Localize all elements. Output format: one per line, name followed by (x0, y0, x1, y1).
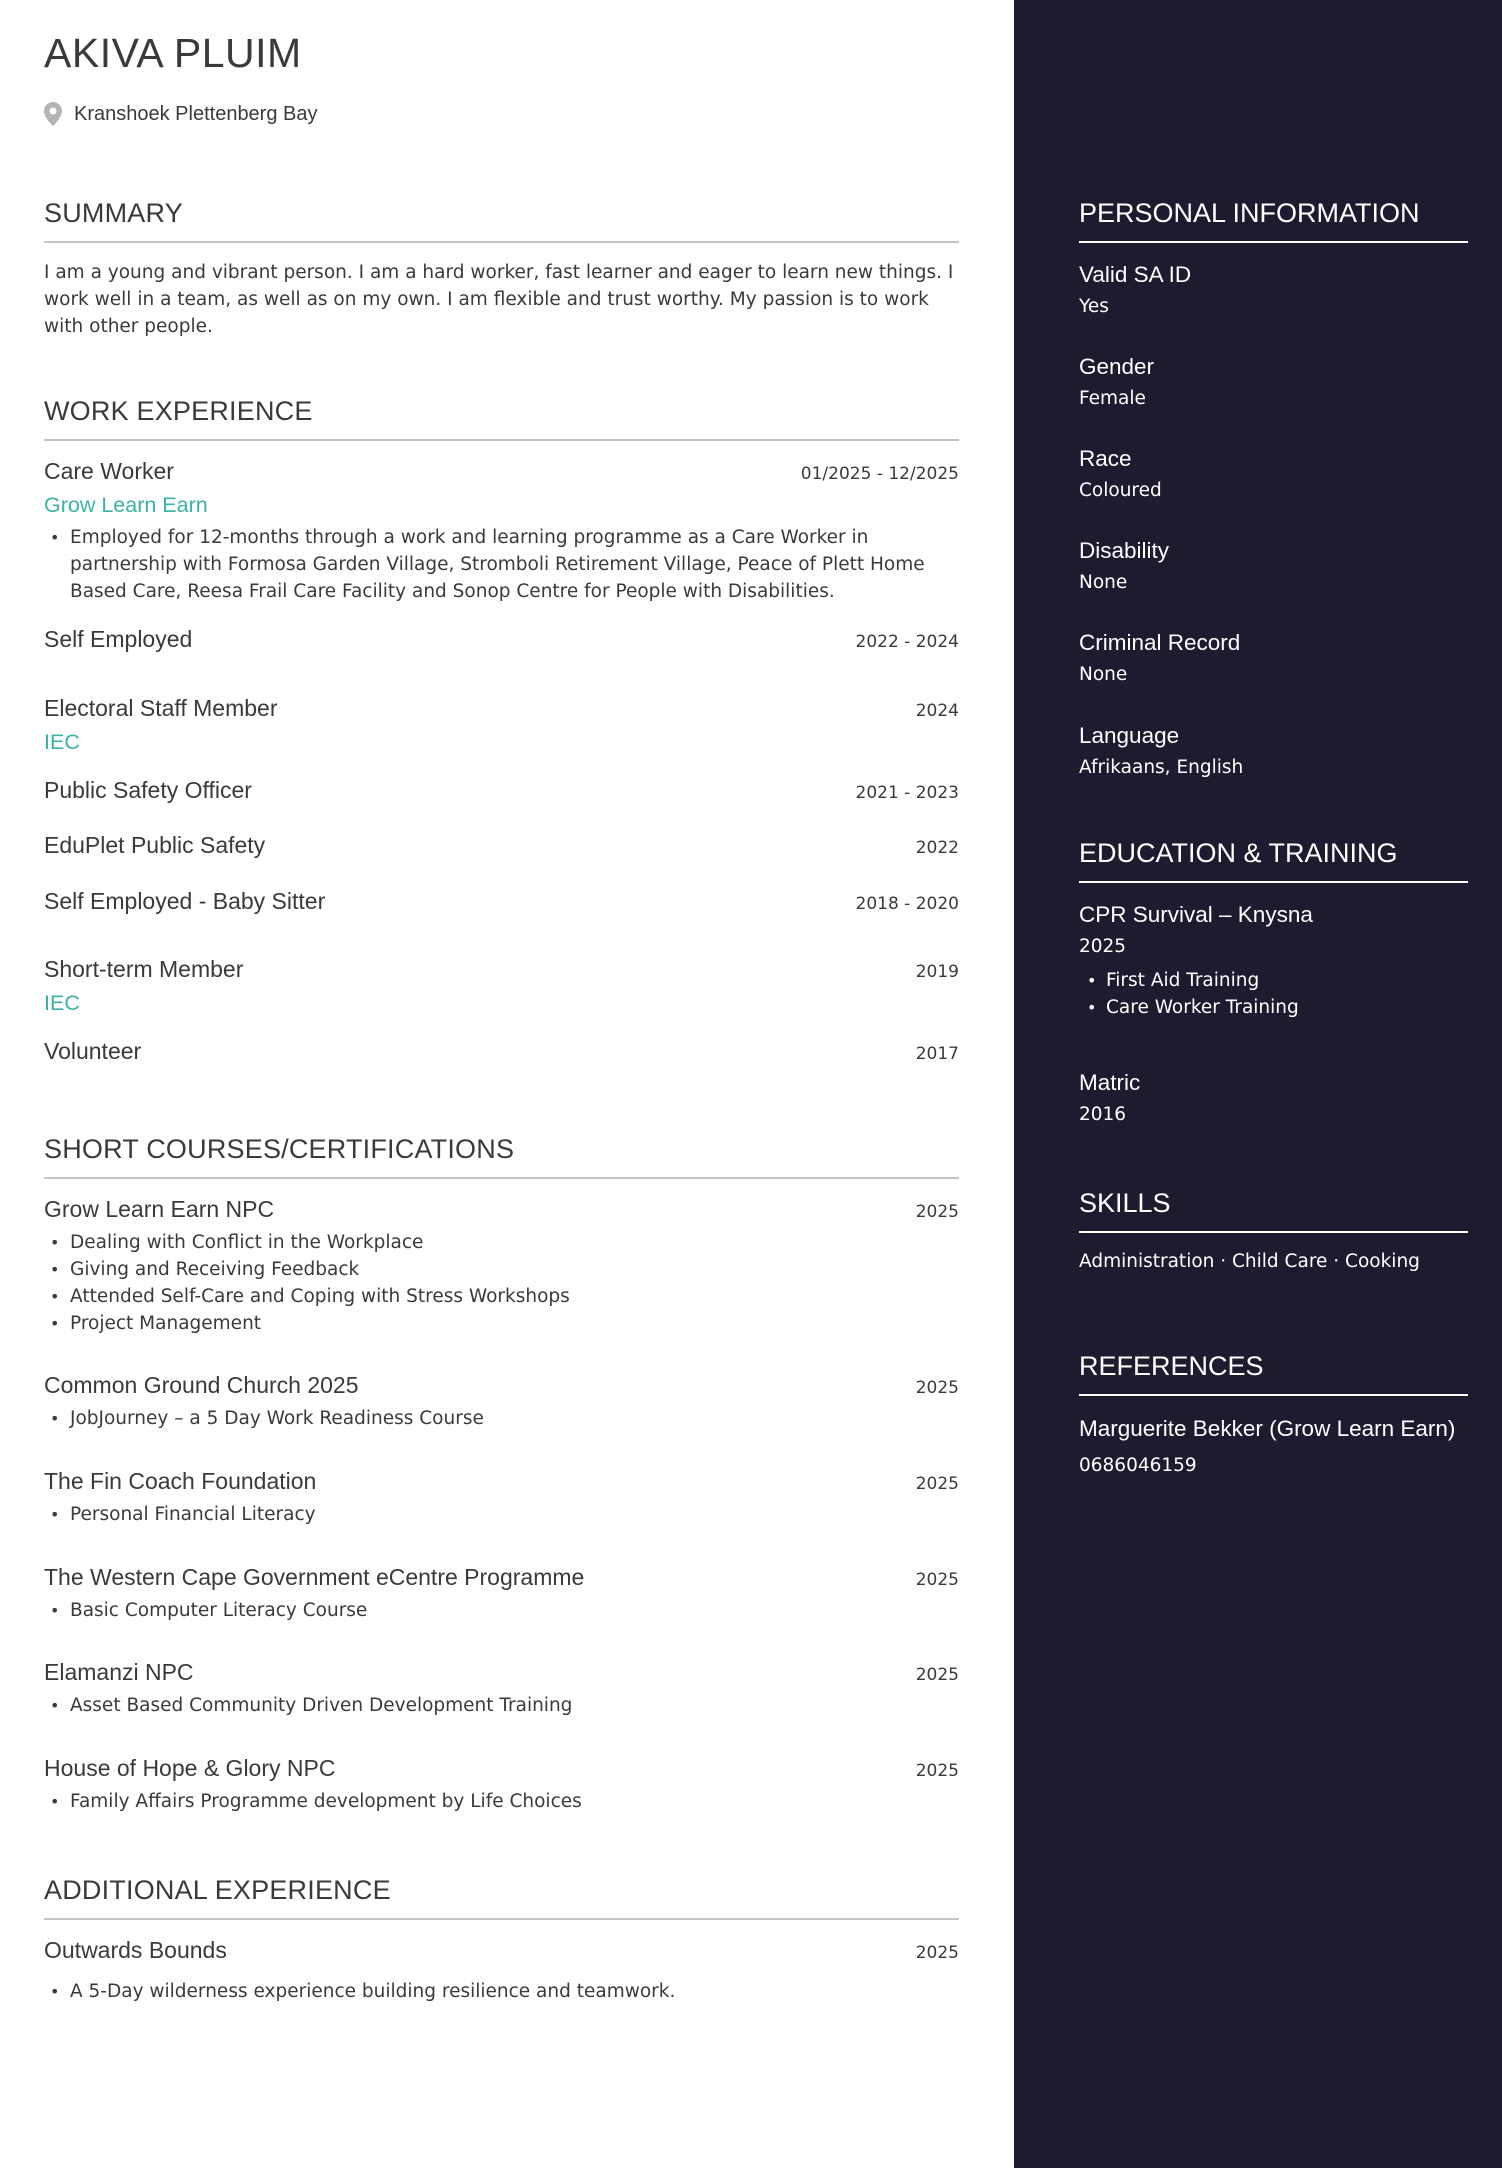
education-title: EDUCATION & TRAINING (1079, 838, 1468, 883)
personal-item (1079, 262, 1468, 317)
work-org: Grow Learn Earn (44, 493, 208, 517)
work-title: WORK EXPERIENCE (44, 396, 959, 441)
education-bullet: • First Aid Training (1079, 967, 1468, 994)
personal-value: Yes (1079, 296, 1109, 317)
personal-item (1079, 723, 1468, 778)
course-date: 2025 (915, 1202, 959, 1222)
work-date: 2019 (915, 962, 959, 982)
course-bullet: • Asset Based Community Driven Development Training (44, 1692, 959, 1719)
additional-title: ADDITIONAL EXPERIENCE (44, 1875, 959, 1920)
work-entry (44, 695, 959, 755)
course-name: Grow Learn Earn NPC (44, 1196, 275, 1222)
work-role: Short-term Member (44, 956, 244, 982)
education-item (1079, 902, 1468, 1021)
course-entry (44, 1564, 959, 1624)
work-entry (44, 832, 959, 859)
personal-label: Criminal Record (1079, 630, 1241, 655)
course-bullet: • Basic Computer Literacy Course (44, 1597, 959, 1624)
course-name: Elamanzi NPC (44, 1659, 194, 1685)
education-year: 2016 (1079, 1104, 1127, 1125)
work-role: EduPlet Public Safety (44, 832, 266, 858)
course-entry (44, 1468, 959, 1528)
references-title: REFERENCES (1079, 1351, 1468, 1396)
skills-text: Administration · Child Care · Cooking (1079, 1251, 1420, 1272)
course-bullet: • Dealing with Conflict in the Workplace (44, 1229, 959, 1256)
work-entry (44, 1038, 959, 1065)
summary-title: SUMMARY (44, 198, 959, 243)
work-date: 2018 - 2020 (855, 894, 959, 914)
course-date: 2025 (915, 1570, 959, 1590)
education-section (1079, 838, 1468, 883)
reference-item (1079, 1413, 1468, 1476)
summary-section (44, 198, 959, 340)
course-bullet: • Project Management (44, 1310, 959, 1337)
references-section (1079, 1351, 1468, 1396)
skills-list (1079, 1251, 1468, 1272)
work-date: 2022 - 2024 (855, 632, 959, 652)
course-entry (44, 1659, 959, 1719)
work-bullet: • Employed for 12-months through a work and learning programme as a Care Worker in partnership with Formosa Garden Village, Stromboli Retirement Village, Peace of Plett Home Based Care, Reesa Frail Care Facility and Sonop Centre for People with Disabilities. (44, 524, 959, 605)
location-text: Kranshoek Plettenberg Bay (74, 102, 318, 125)
work-date: 2022 (915, 838, 959, 858)
personal-label: Race (1079, 446, 1132, 471)
personal-item (1079, 630, 1468, 685)
personal-label: Disability (1079, 538, 1170, 563)
education-bullet: • Care Worker Training (1079, 994, 1468, 1021)
personal-item (1079, 354, 1468, 409)
personal-value: None (1079, 664, 1128, 685)
work-date: 2024 (915, 701, 959, 721)
course-date: 2025 (915, 1378, 959, 1398)
work-org: IEC (44, 730, 80, 754)
work-entry (44, 777, 959, 804)
course-bullet: • Family Affairs Programme development by Life Choices (44, 1788, 959, 1815)
personal-title: PERSONAL INFORMATION (1079, 198, 1468, 243)
work-date: 01/2025 - 12/2025 (800, 464, 959, 484)
course-name: The Western Cape Government eCentre Programme (44, 1564, 585, 1590)
personal-value: Female (1079, 388, 1146, 409)
work-entry (44, 956, 959, 1016)
personal-value: Coloured (1079, 480, 1162, 501)
location-pin-icon (44, 102, 62, 126)
courses-section (44, 1134, 959, 1179)
education-year: 2025 (1079, 936, 1127, 957)
course-entry (44, 1196, 959, 1337)
personal-label: Gender (1079, 354, 1155, 379)
course-name: House of Hope & Glory NPC (44, 1755, 336, 1781)
work-section (44, 396, 959, 441)
work-role: Self Employed (44, 626, 193, 652)
work-date: 2017 (915, 1044, 959, 1064)
course-name: Common Ground Church 2025 (44, 1372, 359, 1398)
course-bullet: • Personal Financial Literacy (44, 1501, 959, 1528)
work-role: Self Employed - Baby Sitter (44, 888, 326, 914)
course-bullet: • Giving and Receiving Feedback (44, 1256, 959, 1283)
work-entry (44, 626, 959, 653)
skills-section (1079, 1188, 1468, 1233)
education-item (1079, 1070, 1468, 1125)
work-date: 2021 - 2023 (855, 783, 959, 803)
education-name: CPR Survival – Knysna (1079, 902, 1313, 927)
location (44, 102, 318, 126)
skills-title: SKILLS (1079, 1188, 1468, 1233)
course-bullet: • JobJourney – a 5 Day Work Readiness Course (44, 1405, 959, 1432)
work-entry (44, 888, 959, 915)
personal-item (1079, 538, 1468, 593)
course-entry (44, 1372, 959, 1432)
additional-section (44, 1875, 959, 1920)
personal-value: Afrikaans, English (1079, 757, 1244, 778)
personal-value: None (1079, 572, 1128, 593)
additional-bullet: • A 5-Day wilderness experience building resilience and teamwork. (44, 1978, 959, 2005)
work-role: Care Worker (44, 458, 174, 484)
work-org: IEC (44, 991, 80, 1015)
additional-name: Outwards Bounds (44, 1937, 227, 1963)
personal-item (1079, 446, 1468, 501)
work-role: Volunteer (44, 1038, 142, 1064)
course-bullet: • Attended Self-Care and Coping with Stress Workshops (44, 1283, 959, 1310)
course-date: 2025 (915, 1474, 959, 1494)
reference-phone: 0686046159 (1079, 1455, 1197, 1476)
candidate-name: AKIVA PLUIM (44, 30, 302, 76)
additional-date: 2025 (915, 1943, 959, 1963)
education-name: Matric (1079, 1070, 1141, 1095)
personal-label: Valid SA ID (1079, 262, 1192, 287)
personal-label: Language (1079, 723, 1180, 748)
summary-text: I am a young and vibrant person. I am a hard worker, fast learner and eager to learn new things. I work well in a team, as well as on my own. I am flexible and trust worthy. My passion is to work with other people. (44, 262, 954, 337)
work-role: Electoral Staff Member (44, 695, 278, 721)
courses-title: SHORT COURSES/CERTIFICATIONS (44, 1134, 959, 1179)
reference-name: Marguerite Bekker (Grow Learn Earn) (1079, 1416, 1456, 1441)
personal-section (1079, 198, 1468, 243)
work-entry (44, 458, 959, 605)
work-role: Public Safety Officer (44, 777, 252, 803)
course-date: 2025 (915, 1665, 959, 1685)
course-date: 2025 (915, 1761, 959, 1781)
additional-entry (44, 1937, 959, 2005)
course-name: The Fin Coach Foundation (44, 1468, 317, 1494)
course-entry (44, 1755, 959, 1815)
